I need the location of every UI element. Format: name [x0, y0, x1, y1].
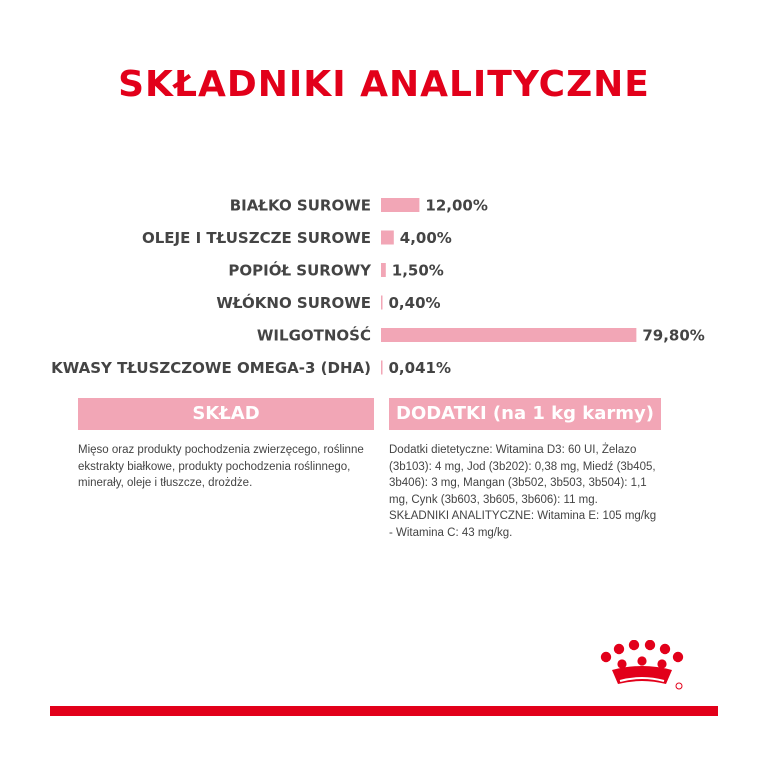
additives-heading: DODATKI (na 1 kg karmy) — [389, 398, 661, 430]
page-title: SKŁADNIKI ANALITYCZNE — [118, 64, 650, 105]
bar — [381, 231, 394, 245]
value-label: 4,00% — [399, 229, 452, 247]
value-label: 12,00% — [425, 196, 488, 215]
crown-icon — [596, 640, 692, 692]
additives-dietary-text: Dodatki dietetyczne: Witamina D3: 60 UI, Żelazo (3b103): 4 mg, Jod (3b202): 0,38 mg, Miedź (3b405, 3b406): 3 mg, Mangan (3b502, 3b503, 3b504): 1,1 mg, Cynk (3b603, 3b605, 3b606): 11 mg. — [389, 444, 656, 506]
additives-text — [389, 442, 661, 541]
value-label: 79,80% — [642, 326, 705, 345]
bar — [381, 328, 636, 342]
category-label: OLEJE I TŁUSZCZE SUROWE — [141, 229, 371, 247]
value-label: 0,041% — [388, 359, 451, 377]
bar — [381, 296, 383, 310]
value-label: 0,40% — [388, 294, 441, 312]
bar — [381, 263, 386, 277]
category-label: WILGOTNOŚĆ — [256, 326, 371, 345]
additives-analytic-text: SKŁADNIKI ANALITYCZNE: Witamina E: 105 mg/kg - Witamina C: 43 mg/kg. — [389, 510, 657, 539]
category-label: KWASY TŁUSZCZOWE OMEGA-3 (DHA) — [51, 359, 371, 377]
category-label: POPIÓŁ SUROWY — [228, 261, 371, 280]
bar — [381, 198, 419, 212]
footer-bar — [50, 706, 718, 716]
bar — [381, 361, 383, 375]
composition-heading: SKŁAD — [78, 398, 374, 430]
composition-text: Mięso oraz produkty pochodzenia zwierzęcego, roślinne ekstrakty białkowe, produkty pochodzenia roślinnego, minerały, oleje i tłuszcze, drożdże. — [78, 444, 364, 489]
value-label: 1,50% — [391, 261, 444, 280]
category-label: WŁÓKNO SUROWE — [216, 294, 371, 312]
category-label: BIAŁKO SUROWE — [229, 196, 371, 215]
